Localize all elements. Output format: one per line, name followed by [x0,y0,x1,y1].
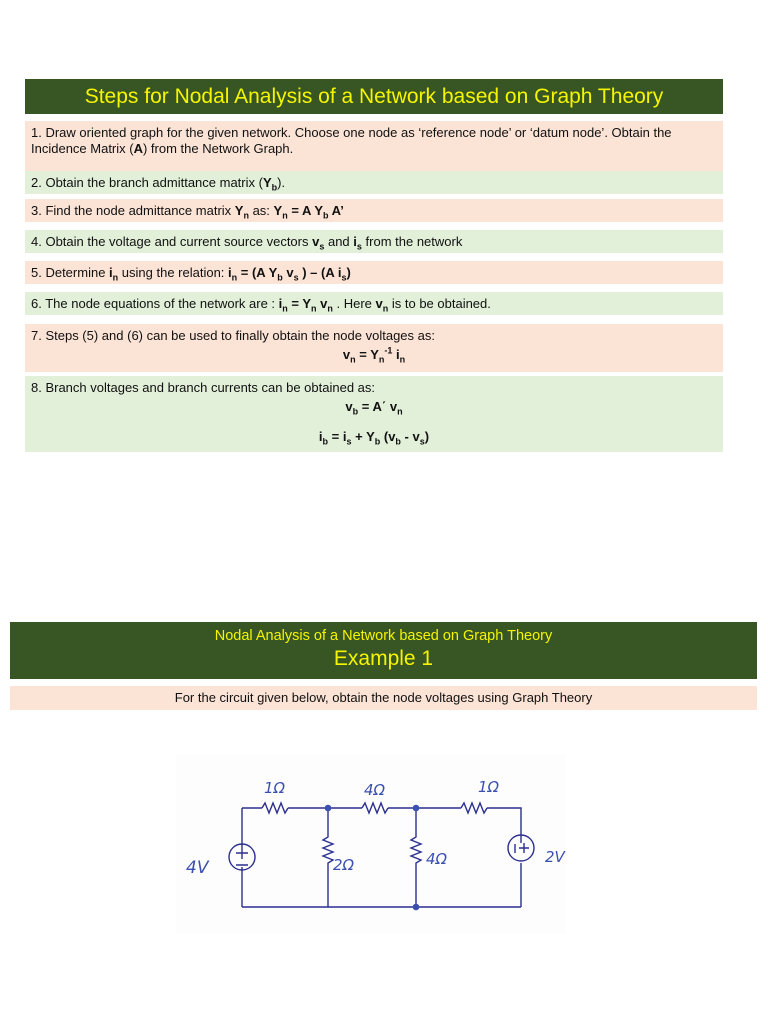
source-left-polarity [236,847,248,865]
step-5-eq-c: v [282,265,294,280]
resistor-top-mid [362,803,388,813]
step-3-eq-rhs2: A’ [328,203,344,218]
step-1-text: 1. Draw oriented graph for the given network. Choose one node as ‘reference node’ or ‘datum node’. Obtain the Incidence Matrix ( [31,125,672,156]
step-6-equation [278,296,333,314]
step-8-eq1-sub-b: b [352,406,359,417]
step-8-eq2-f: ) [424,429,430,444]
step-4-text: 4. Obtain the voltage and current source vectors [31,234,313,249]
step-6-sub-n4: n [382,303,389,314]
step-3-eq-sub-n: n [282,210,288,221]
step-8-eq2-a: = i [328,429,347,444]
resistor-top-right [461,803,487,813]
step-5 [25,261,723,284]
step-5-eq-sub-b: b [277,272,283,283]
label-r-top-right: 1Ω [478,778,500,796]
slide2-title-banner [10,622,757,679]
label-source-left: 4V [186,858,209,878]
node-1 [325,805,332,812]
step-5-eq-sub-s2: s [341,272,347,283]
step-3-Y: Y [234,203,244,218]
node-ground [413,904,420,911]
circuit-labels [186,778,566,878]
right-branch-wire [487,808,521,907]
step-4-i: i [353,234,357,249]
step-8-eq2-sub-s: s [346,436,352,447]
step-5-i: i [109,265,113,280]
slide1-title: Steps for Nodal Analysis of a Network based on Graph Theory [84,85,664,108]
step-8-eq2-sub-s2: s [419,436,425,447]
slide2-subtitle: Nodal Analysis of a Network based on Graph Theory [214,628,553,644]
step-6-eq2: v [316,296,328,311]
step-8-eq2-sub-b2: b [374,436,381,447]
slide1-title-banner [25,79,723,114]
step-4-tail: from the network [361,234,463,249]
resistor-shunt-2 [411,808,421,907]
step-6-v: v [375,296,383,311]
step-5-eq-e: ) [346,265,351,280]
step-7 [25,324,723,372]
label-r-top-left: 1Ω [264,779,286,797]
step-6-sub-n2: n [311,303,317,314]
resistor-shunt-1 [323,808,333,907]
step-8-eq2-c: + Y [351,429,375,444]
step-3-eq-sub-b: b [323,210,329,221]
step-7-i: i [392,347,400,362]
step-6-text: 6. The node equations of the network are : [31,296,279,311]
label-source-right: 2V [545,848,565,866]
step-3 [25,199,723,222]
step-5-text: 5. Determine [31,265,110,280]
step-6-sub-n3: n [327,303,333,314]
step-8-eq2-d: (v [380,429,396,444]
step-8-eq2-sub-b3: b [395,436,401,447]
step-6 [25,292,723,315]
step-5-eq-sub-s: s [293,272,299,283]
step-6-mid: . Here [332,296,376,311]
step-4 [25,230,723,253]
step-2 [25,171,723,194]
step-3-eq-rhs: = A Y [287,203,323,218]
step-7-eq: = Y [355,347,379,362]
step-4-v: v [312,234,320,249]
step-3-sub-n: n [243,210,249,221]
step-4-and: and [324,234,354,249]
step-2-sub: b [271,182,278,193]
step-3-equation [273,203,344,221]
label-r-top-mid: 4Ω [364,781,386,799]
step-4-sub-s2: s [356,241,362,252]
step-8-eq2-sub-b: b [322,436,329,447]
step-7-sub-n3: n [399,354,406,365]
step-7-v: v [342,347,351,362]
circuit-svg [176,755,566,933]
step-3-text: 3. Find the node admittance matrix [31,203,235,218]
step-3-mid: as: [248,203,274,218]
step-5-sub-n: n [112,272,119,283]
step-4-sub-s1: s [319,241,325,252]
step-1 [25,121,723,171]
label-r-shunt-1: 2Ω [333,856,355,874]
step-8-eq1-sub-n: n [397,406,403,417]
step-7-text: 7. Steps (5) and (6) can be used to finally obtain the node voltages as: [31,328,435,343]
step-5-eq-a: = (A Y [237,265,278,280]
step-2-Y: Y [262,175,272,190]
step-5-eq-sub-n: n [231,272,238,283]
step-5-equation [228,265,351,283]
circuit-diagram [176,755,566,933]
step-8-equation-2 [31,429,717,445]
step-7-sub-n1: n [350,354,356,365]
step-6-tail: is to be obtained. [388,296,491,311]
step-8-eq1-v: v [345,399,353,414]
step-5-eq-d: ) – (A i [298,265,342,280]
source-right-polarity [515,843,529,853]
step-8-eq2-i: i [318,429,323,444]
step-8-eq1-rhs: = A΄ v [358,399,398,414]
step-5-eq-i: i [228,265,232,280]
step-8-eq2-e: - v [400,429,420,444]
example-task: For the circuit given below, obtain the node voltages using Graph Theory [10,686,757,710]
step-1-bold: A [133,141,143,156]
label-r-shunt-2: 4Ω [426,850,448,868]
step-6-sub-n1: n [282,303,288,314]
step-8-equation-1 [31,399,717,415]
step-5-mid: using the relation: [118,265,229,280]
step-7-sup: -1 [384,345,393,356]
step-3-eq-Y: Y [273,203,283,218]
node-2 [413,805,420,812]
step-8 [25,376,723,452]
slide2-title: Example 1 [333,647,434,670]
step-6-i: i [278,296,283,311]
step-2-text: 2. Obtain the branch admittance matrix ( [31,175,263,190]
step-2-tail: ). [277,175,286,190]
resistor-top-left [262,803,288,813]
step-7-sub-n2: n [378,354,385,365]
circuit-wires [229,803,534,907]
step-7-equation [31,347,717,363]
step-1-tail: ) from the Network Graph. [142,141,294,156]
step-6-eq1: = Y [287,296,312,311]
step-8-text: 8. Branch voltages and branch currents can be obtained as: [31,380,375,395]
